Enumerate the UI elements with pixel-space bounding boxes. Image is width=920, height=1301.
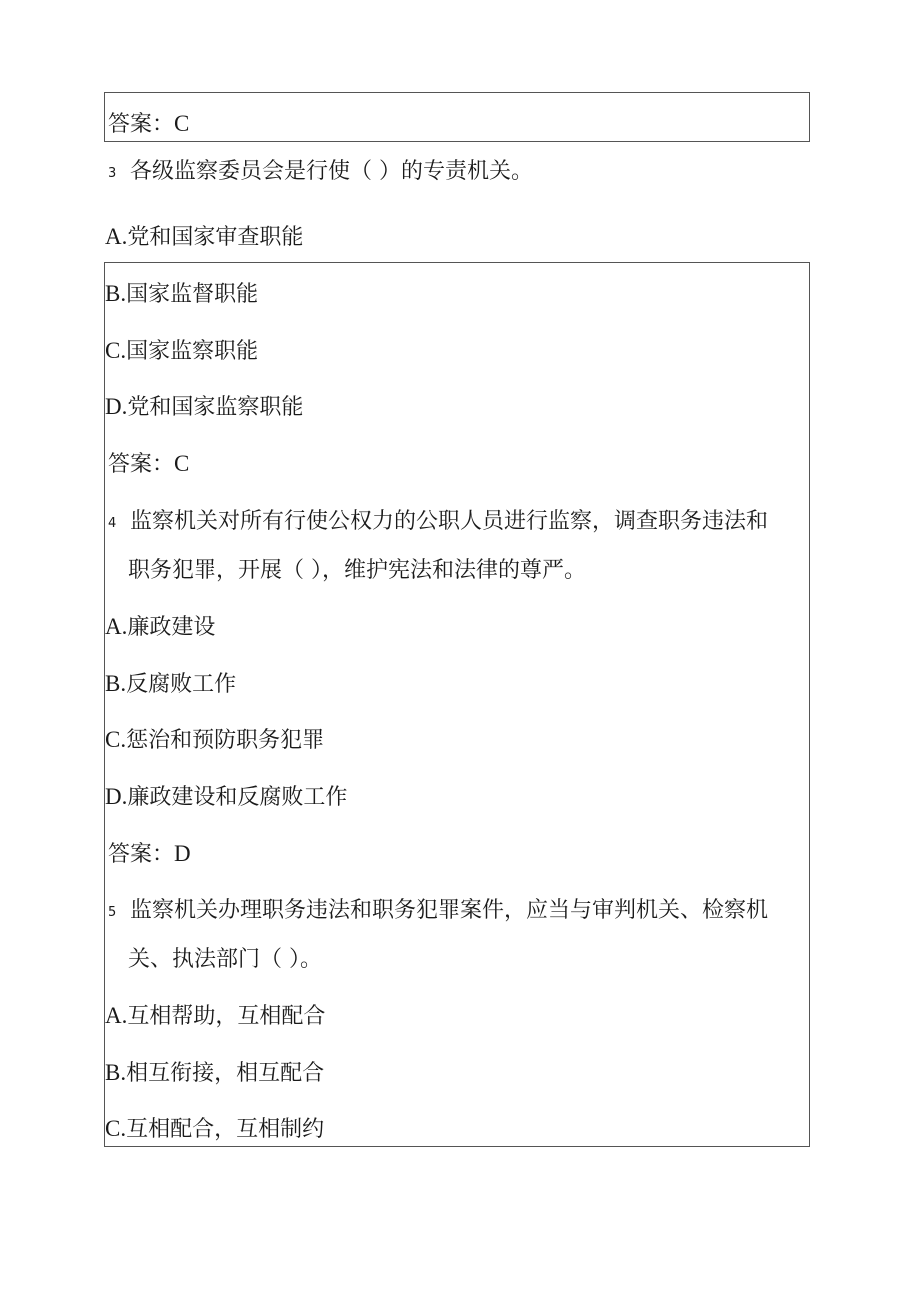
option-letter: D. — [105, 784, 128, 809]
option-text: 互相配合，互相制约 — [126, 1117, 325, 1142]
option-text: 党和国家审查职能 — [127, 225, 304, 250]
option-b — [105, 1058, 324, 1089]
answer-label: 答案： — [108, 842, 175, 867]
option-b — [105, 669, 236, 700]
question-text: 监察机关办理职务违法和职务犯罪案件，应当与审判机关、检察机 — [130, 898, 769, 923]
question-number: 3 — [108, 166, 117, 181]
option-a — [105, 1001, 325, 1032]
option-letter: B. — [105, 671, 127, 696]
answer-top — [108, 109, 189, 140]
option-text: 廉政建设 — [127, 615, 216, 640]
option-text: 国家监督职能 — [126, 282, 259, 307]
answer — [108, 449, 189, 480]
option-b — [105, 279, 258, 310]
option-text: 国家监察职能 — [126, 339, 259, 364]
option-text: 反腐败工作 — [126, 672, 237, 697]
option-a — [105, 222, 303, 253]
option-text: 相互衔接，相互配合 — [126, 1061, 325, 1086]
option-letter: B. — [105, 281, 127, 306]
option-text: 党和国家监察职能 — [127, 395, 304, 420]
option-d — [105, 782, 347, 813]
answer — [108, 839, 191, 870]
question-text-continued: 职务犯罪，开展（ ），维护宪法和法律的尊严。 — [128, 558, 586, 583]
answer-value: C — [174, 111, 190, 136]
answer-value: C — [174, 451, 190, 476]
question-number: 5 — [108, 905, 117, 920]
option-text: 互相帮助，互相配合 — [127, 1004, 326, 1029]
option-letter: C. — [105, 727, 127, 752]
option-letter: A. — [105, 1003, 128, 1028]
option-c — [105, 1114, 324, 1145]
option-letter: C. — [105, 1116, 127, 1141]
option-a — [105, 612, 215, 643]
question-text-continued: 关、执法部门（ ）。 — [128, 947, 322, 972]
question-text: 各级监察委员会是行使（ ）的专责机关。 — [130, 159, 533, 184]
option-c — [105, 336, 258, 367]
answer-box-top — [104, 92, 810, 142]
answer-value: D — [174, 841, 191, 866]
option-text: 惩治和预防职务犯罪 — [126, 728, 325, 753]
option-text: 廉政建设和反腐败工作 — [127, 785, 348, 810]
option-letter: C. — [105, 338, 127, 363]
answer-label: 答案： — [108, 452, 175, 477]
answer-label: 答案： — [108, 112, 175, 137]
option-letter: A. — [105, 224, 128, 249]
option-letter: A. — [105, 614, 128, 639]
option-letter: B. — [105, 1060, 127, 1085]
option-letter: D. — [105, 394, 128, 419]
question-number: 4 — [108, 516, 117, 531]
option-d — [105, 392, 303, 423]
option-c — [105, 725, 324, 756]
question-text: 监察机关对所有行使公权力的公职人员进行监察，调查职务违法和 — [130, 509, 769, 534]
